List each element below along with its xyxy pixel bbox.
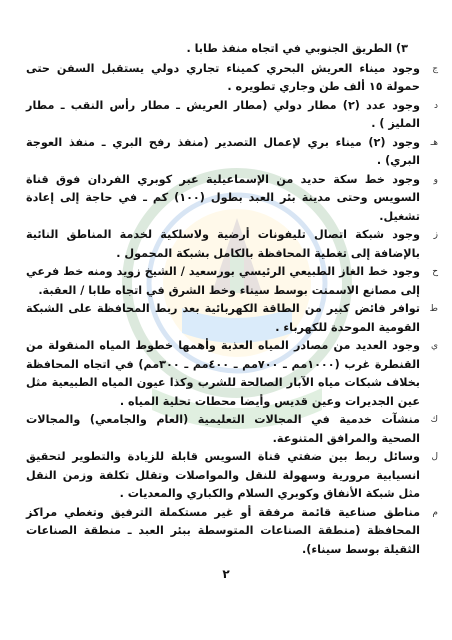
item-letter: و — [433, 174, 438, 185]
page-number: ٢ — [222, 567, 230, 581]
item-text: وجود خط الغاز الطبيعي الرئيسي بورسعيد / الشيخ زويد ومنه خط فرعي إلى مصانع الاسمنت بوسط سيناء وخط الشرق في اتجاه طابا / العقبة. — [26, 265, 420, 297]
list-item — [26, 134, 438, 171]
item-letter: ط — [429, 304, 438, 314]
list-item — [26, 448, 438, 504]
item-text: وسائل ربط بين ضفتي قناة السويس قابلة للزيادة والتطوير لتحقيق انسيابية مرورية وسهولة للنقل والمواصلات وتقلل تكلفة وزمن النقل مثل شبكة الأنفاق وكوبري السلام والكباري والمعديات . — [26, 450, 420, 500]
item-letter: ي — [430, 341, 438, 351]
item-letter: ك — [430, 415, 438, 425]
item-text: مناطق صناعية قائمة مرفقة أو غير مستكملة الترفيق وتغطي مراكز المحافظة (منطقة الصناعات المتوسطة ببئر العبد ـ منطقة الصناعات الثقيلة بوسط سيناء). — [26, 505, 420, 556]
item-letter: ز — [433, 230, 438, 240]
item-text: وجود خط سكة حديد من الإسماعيلية عبر كوبري الفردان فوق قناة السويس وحتى مدينة بئر العبد بطول (١٠٠) كم ـ في حاجة إلى إعادة تشغيل. — [26, 172, 421, 223]
item-letter: د — [433, 100, 438, 111]
item-text: توافر فائض كبير من الطاقة الكهربائية بعد ربط المحافظة على الشبكة القومية الموحدة للكهرباء . — [26, 302, 420, 334]
item-letter: م — [432, 507, 438, 518]
item-text: وجود شبكة اتصال تليفونات أرضية ولاسلكية لخدمة المناطق النائية بالإضافة إلى تغطية المحافظة بالكامل بشبكة المحمول . — [26, 228, 420, 260]
item-text: منشآت خدمية في المجالات التعليمية (العام والجامعي) والمجالات الصحية والمرافق المتنوعة. — [26, 413, 420, 445]
document-body — [26, 40, 438, 559]
item-text: وجود عدد (٢) مطار دولي (مطار العريش ـ مطار رأس النقب ـ مطار المليز ) . — [26, 98, 420, 130]
item-letter: ج — [432, 63, 438, 74]
item-text: وجود (٢) ميناء بري لإعمال التصدير (منفذ رفح البري ـ منفذ العوجة البري) . — [26, 135, 421, 167]
list-item — [26, 97, 438, 134]
list-item — [26, 504, 438, 560]
item-letter: ل — [431, 452, 438, 462]
list-item — [26, 171, 438, 227]
intro-line: ٣) الطريق الجنوبي في اتجاه منفذ طابا . — [186, 42, 408, 55]
item-letter: هـ — [430, 137, 438, 148]
list-item — [26, 411, 438, 448]
list-item — [26, 300, 438, 337]
item-text: وجود العديد من مصادر المياه العذبة وأهمها خطوط المياه المنقولة من القنطرة غرب (١٠٠٠مم ـ ٧٠٠مم ـ ٤٠٠مم ـ ٣٠٠مم) في اتجاه المحافظة بخلاف شبكات مياه الآبار الصالحة للشرب وكذا عيون المياه الطبيعية مثل عين الجديرات وعين قديس وأيضا محطات تحلية المياه . — [26, 339, 420, 408]
item-letter: ح — [432, 267, 438, 277]
list-item — [26, 263, 438, 300]
list-item — [26, 226, 438, 263]
list-item — [26, 337, 438, 411]
item-text: وجود ميناء العريش البحري كميناء تجاري دولي يستقبل السفن حتى حمولة ١٥ ألف طن وجاري تطويره . — [26, 61, 420, 93]
list-item — [26, 60, 438, 97]
